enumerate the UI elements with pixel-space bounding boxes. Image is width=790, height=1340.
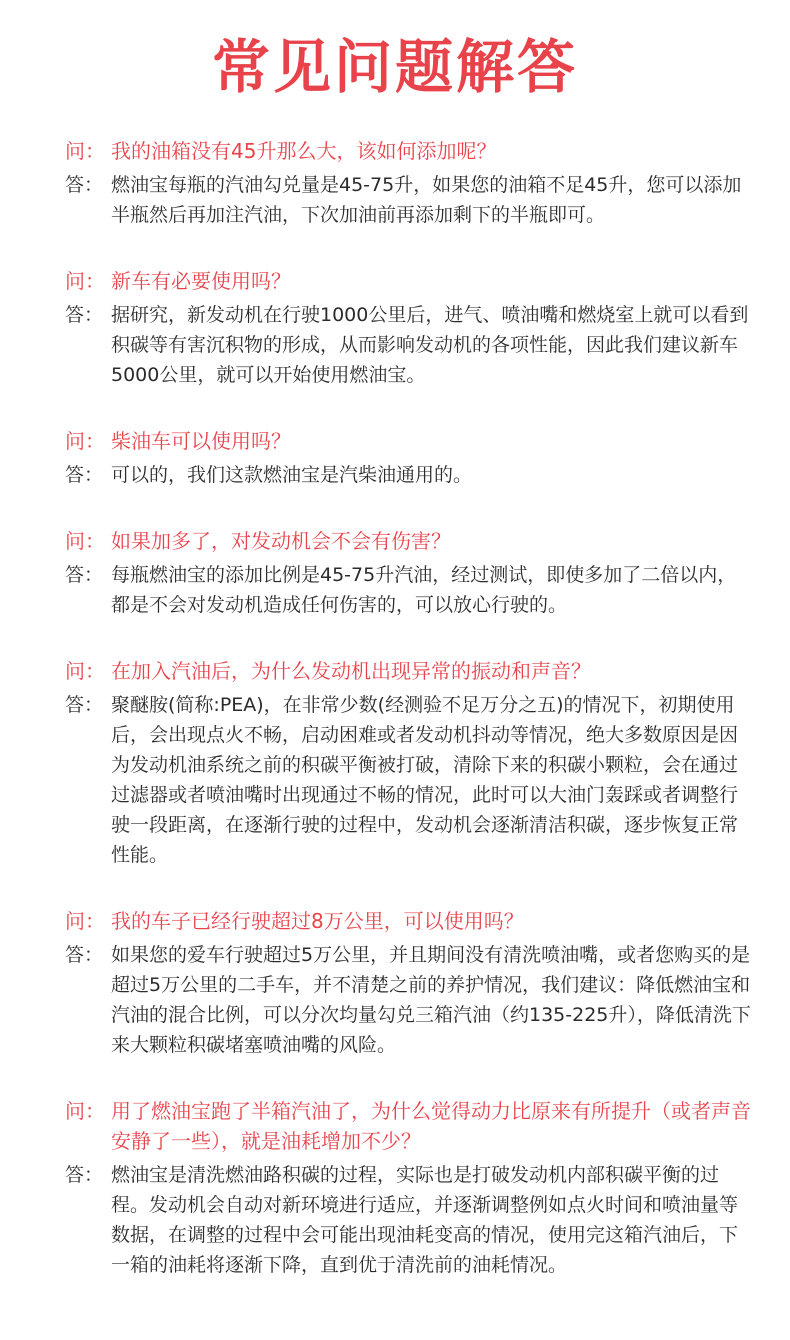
question-text: 我的油箱没有45升那么大，该如何添加呢？	[111, 139, 497, 163]
answer-label: 答：	[65, 944, 104, 966]
question-text: 柴油车可以使用吗？	[111, 429, 291, 453]
answer-row	[0, 690, 790, 870]
answer-row	[0, 170, 790, 230]
faq-item	[0, 426, 790, 490]
answer-label: 答：	[65, 304, 104, 326]
question-text: 我的车子已经行驶超过8万公里，可以使用吗？	[111, 909, 524, 933]
faq-gap	[0, 880, 790, 906]
faq-item	[0, 656, 790, 870]
question-row	[0, 906, 790, 936]
answer-row	[0, 300, 790, 390]
answer-label: 答：	[65, 1164, 104, 1186]
faq-item	[0, 266, 790, 390]
question-row	[0, 426, 790, 456]
faq-item	[0, 1096, 790, 1280]
faq-item	[0, 136, 790, 230]
faq-gap	[0, 630, 790, 656]
question-row	[0, 266, 790, 296]
question-label: 问：	[65, 659, 105, 683]
question-row	[0, 136, 790, 166]
answer-label: 答：	[65, 694, 104, 716]
answer-row	[0, 1160, 790, 1280]
faq-gap	[0, 500, 790, 526]
answer-text: 如果您的爱车行驶超过5万公里，并且期间没有清洗喷油嘴，或者您购买的是超过5万公里的二手车，并不清楚之前的养护情况，我们建议：降低燃油宝和汽油的混合比例，可以分次均量勾兑三箱汽油（约135-225升），降低清洗下来大颗粒积碳堵塞喷油嘴的风险。	[111, 944, 751, 1056]
faq-gap	[0, 240, 790, 266]
answer-row	[0, 940, 790, 1060]
question-label: 问：	[65, 909, 105, 933]
faq-list	[0, 136, 790, 1290]
question-label: 问：	[65, 1099, 105, 1123]
faq-gap	[0, 400, 790, 426]
answer-text: 据研究，新发动机在行驶1000公里后，进气、喷油嘴和燃烧室上就可以看到积碳等有害沉积物的形成，从而影响发动机的各项性能，因此我们建议新车5000公里，就可以开始使用燃油宝。	[111, 304, 749, 386]
answer-text: 每瓶燃油宝的添加比例是45-75升汽油，经过测试，即使多加了二倍以内，都是不会对发动机造成任何伤害的，可以放心行驶的。	[111, 564, 737, 616]
page-title: 常见问题解答	[211, 33, 578, 101]
answer-text: 燃油宝每瓶的汽油勾兑量是45-75升，如果您的油箱不足45升，您可以添加半瓶然后再加注汽油，下次加油前再添加剩下的半瓶即可。	[111, 174, 742, 226]
answer-text: 可以的，我们这款燃油宝是汽柴油通用的。	[111, 464, 473, 486]
answer-row	[0, 460, 790, 490]
answer-text: 聚醚胺(简称:PEA)，在非常少数(经测验不足万分之五)的情况下，初期使用后，会出现点火不畅，启动困难或者发动机抖动等情况，绝大多数原因是因为发动机油系统之前的积碳平衡被打破，清除下来的积碳小颗粒，会在通过过滤器或者喷油嘴时出现通过不畅的情况，此时可以大油门轰踩或者调整行驶一段距离，在逐渐行驶的过程中，发动机会逐渐清洁积碳，逐步恢复正常性能。	[111, 694, 739, 866]
answer-label: 答：	[65, 464, 104, 486]
answer-text: 燃油宝是清洗燃油路积碳的过程，实际也是打破发动机内部积碳平衡的过程。发动机会自动对新环境进行适应，并逐渐调整例如点火时间和喷油量等数据，在调整的过程中会可能出现油耗变高的情况，使用完这箱汽油后，下一箱的油耗将逐渐下降，直到优于清洗前的油耗情况。	[111, 1164, 739, 1276]
answer-label: 答：	[65, 174, 104, 196]
question-text: 新车有必要使用吗？	[111, 269, 291, 293]
faq-gap	[0, 1070, 790, 1096]
question-label: 问：	[65, 429, 105, 453]
question-row	[0, 526, 790, 556]
question-text: 如果加多了，对发动机会不会有伤害？	[111, 529, 451, 553]
answer-label: 答：	[65, 564, 104, 586]
question-label: 问：	[65, 529, 105, 553]
question-text: 用了燃油宝跑了半箱汽油了，为什么觉得动力比原来有所提升（或者声音安静了一些），就是油耗增加不少？	[111, 1099, 751, 1153]
question-text: 在加入汽油后，为什么发动机出现异常的振动和声音？	[111, 659, 591, 683]
question-label: 问：	[65, 269, 105, 293]
question-row	[0, 1096, 790, 1156]
faq-item	[0, 906, 790, 1060]
answer-row	[0, 560, 790, 620]
faq-item	[0, 526, 790, 620]
question-row	[0, 656, 790, 686]
question-label: 问：	[65, 139, 105, 163]
